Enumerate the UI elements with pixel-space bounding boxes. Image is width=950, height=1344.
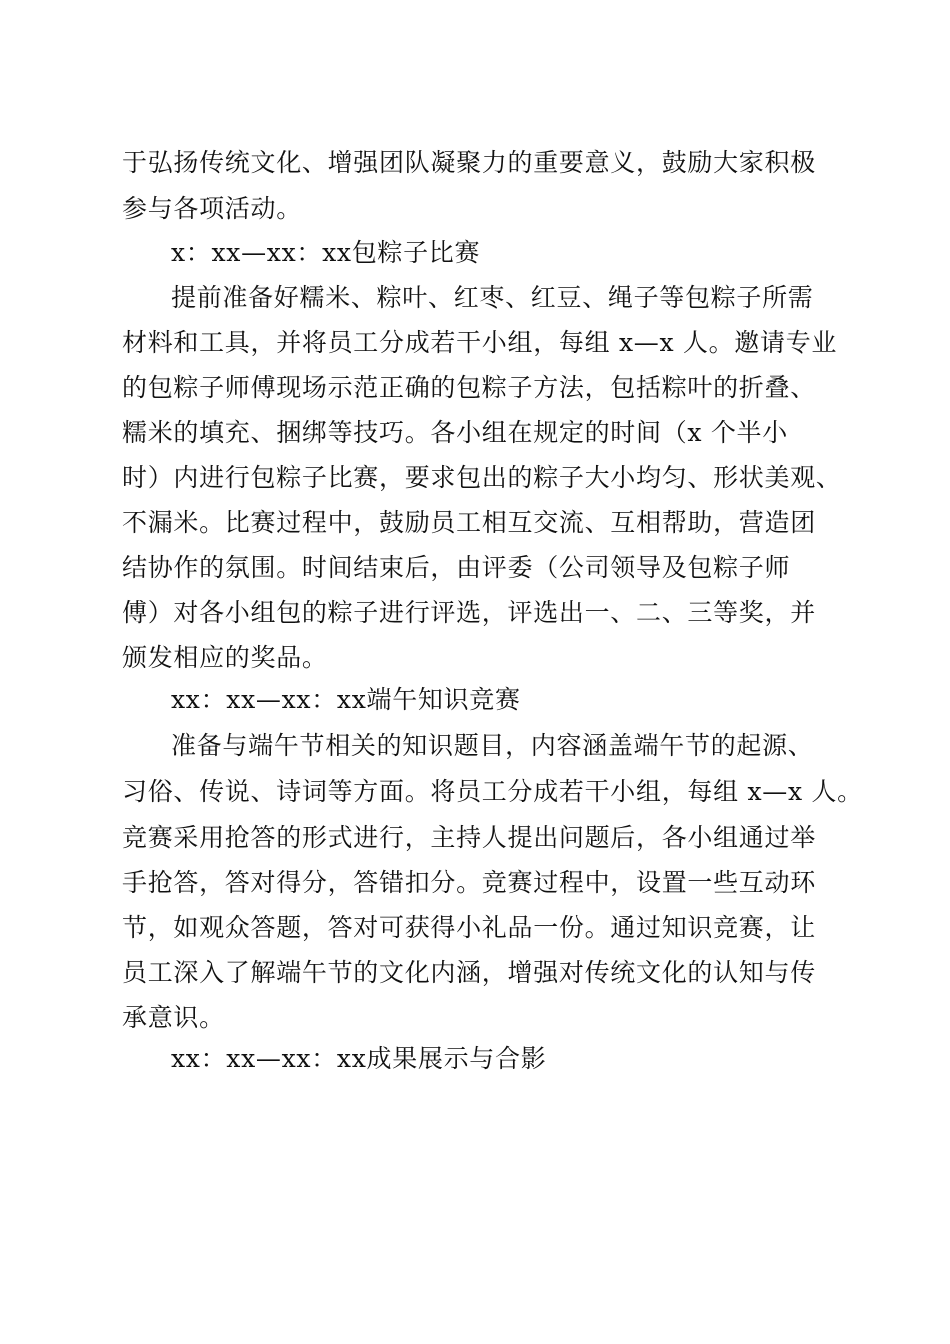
section1-line-7: 结协作的氛围。时间结束后，由评委（公司领导及包粽子师 <box>122 553 791 582</box>
section1-heading: x：xx—xx：xx包粽子比赛 <box>171 238 481 267</box>
section1-line-6: 不漏米。比赛过程中，鼓励员工相互交流、互相帮助，营造团 <box>122 508 816 537</box>
section1-line-4: 糯米的填充、捆绑等技巧。各小组在规定的时间（x 个半小 <box>122 418 788 447</box>
section1-line-1: 提前准备好糯米、粽叶、红枣、红豆、绳子等包粽子所需 <box>171 283 814 312</box>
section2-line-4: 手抢答，答对得分，答错扣分。竞赛过程中，设置一些互动环 <box>122 868 816 897</box>
section1-line-8: 傅）对各小组包的粽子进行评选，评选出一、二、三等奖，并 <box>122 598 816 627</box>
section3-heading: xx：xx—xx：xx成果展示与合影 <box>171 1044 547 1073</box>
section2-line-2: 习俗、传说、诗词等方面。将员工分成若干小组，每组 x—x 人。 <box>122 777 863 806</box>
section1-line-3: 的包粽子师傅现场示范正确的包粽子方法，包括粽叶的折叠、 <box>122 373 816 402</box>
intro-line-2: 参与各项活动。 <box>122 194 302 223</box>
section2-line-3: 竞赛采用抢答的形式进行，主持人提出问题后，各小组通过举 <box>122 823 816 852</box>
intro-line-1: 于弘扬传统文化、增强团队凝聚力的重要意义，鼓励大家积极 <box>122 148 816 177</box>
section2-line-5: 节，如观众答题，答对可获得小礼品一份。通过知识竞赛，让 <box>122 913 816 942</box>
section1-line-9: 颁发相应的奖品。 <box>122 643 328 672</box>
section2-line-7: 承意识。 <box>122 1003 225 1032</box>
section1-line-2: 材料和工具，并将员工分成若干小组，每组 x—x 人。邀请专业 <box>122 328 838 357</box>
section1-line-5: 时）内进行包粽子比赛，要求包出的粽子大小均匀、形状美观、 <box>122 463 842 492</box>
section2-heading: xx：xx—xx：xx端午知识竞赛 <box>171 685 521 714</box>
section2-line-6: 员工深入了解端午节的文化内涵，增强对传统文化的认知与传 <box>122 958 816 987</box>
section2-line-1: 准备与端午节相关的知识题目，内容涵盖端午节的起源、 <box>171 731 814 760</box>
